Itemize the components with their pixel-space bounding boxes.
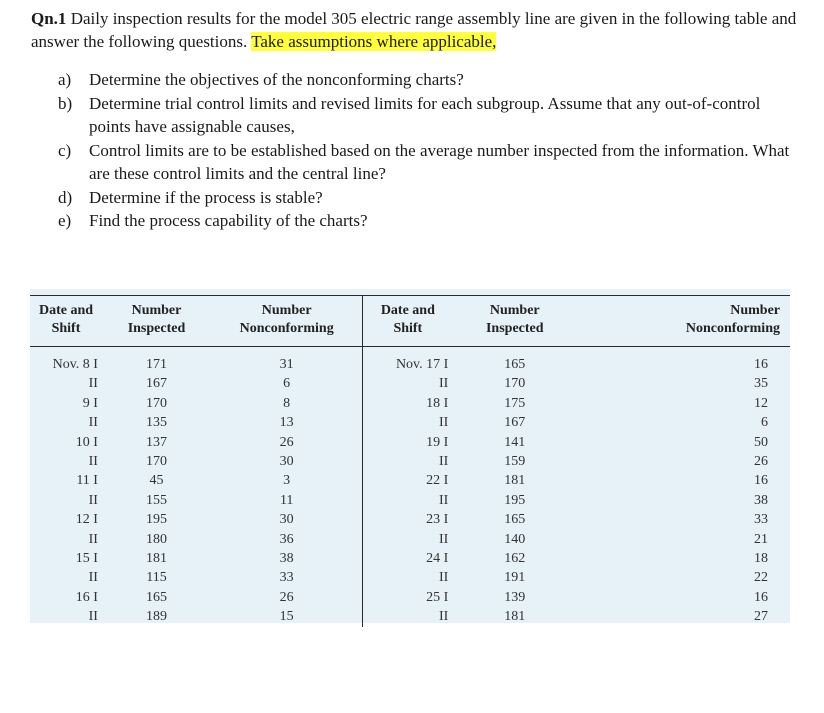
sub-question-letter: a)	[58, 70, 72, 89]
cell-number-nonconforming: 21	[754, 531, 768, 547]
table-row	[30, 588, 790, 607]
cell-number-nonconforming: 15	[211, 607, 363, 626]
cell-number-inspected: 162	[504, 551, 526, 567]
sub-question-letter: b)	[58, 93, 73, 113]
cell-number-nonconforming: 36	[211, 530, 363, 549]
cell-number-inspected: 159	[504, 454, 526, 470]
cell-number-inspected: 195	[504, 492, 526, 508]
cell-date-shift: II	[438, 570, 449, 586]
cell-number-inspected: 165	[504, 357, 526, 372]
cell-number-inspected: 170	[145, 454, 167, 470]
cell-date-shift: 19 I	[426, 434, 449, 450]
cell-date-shift: II	[88, 531, 98, 547]
cell-date-shift: II	[438, 531, 449, 547]
table-row	[30, 374, 790, 393]
table-row	[30, 471, 790, 490]
cell-date-shift: II	[438, 609, 449, 625]
sub-question-b	[58, 92, 798, 139]
sub-question-text: Determine trial control limits and revised limits for each subgroup. Assume that any out-of-control points have assignable causes,	[89, 93, 761, 136]
table-header-row	[30, 296, 790, 347]
cell-date-shift: 15 I	[75, 551, 98, 567]
sub-question-text: Control limits are to be established based on the average number inspected from the information. What are these control limits and the central line?	[89, 140, 790, 183]
cell-date-shift: Nov. 8 I	[52, 357, 98, 372]
cell-date-shift: II	[438, 454, 449, 470]
cell-date-shift: II	[88, 415, 98, 431]
sub-question-d	[58, 186, 798, 210]
cell-date-shift: II	[88, 570, 98, 586]
table-row	[30, 452, 790, 471]
cell-date-shift: 23 I	[426, 512, 449, 528]
cell-number-inspected: 165	[145, 589, 167, 605]
cell-number-inspected: 155	[145, 492, 167, 508]
sub-question-letter: d)	[58, 187, 73, 207]
cell-number-nonconforming: 6	[761, 415, 768, 431]
cell-number-inspected: 137	[145, 434, 167, 450]
cell-number-nonconforming: 26	[211, 433, 363, 452]
cell-date-shift: 18 I	[426, 395, 449, 411]
cell-number-inspected: 170	[504, 376, 526, 392]
cell-number-nonconforming: 33	[211, 568, 363, 587]
table-row	[30, 413, 790, 432]
cell-date-shift: 9 I	[82, 395, 98, 411]
sub-question-text: Find the process capability of the charts?	[89, 211, 368, 230]
cell-number-inspected: 195	[145, 512, 167, 528]
cell-number-inspected: 139	[504, 589, 526, 605]
cell-number-inspected: 181	[145, 551, 167, 567]
sub-question-letter: e)	[58, 211, 72, 230]
cell-number-inspected: 180	[145, 531, 167, 547]
cell-number-nonconforming: 22	[754, 570, 768, 586]
table-row	[30, 607, 790, 626]
cell-number-inspected: 189	[145, 609, 167, 625]
cell-number-nonconforming: 12	[754, 395, 768, 411]
cell-number-inspected: 181	[504, 609, 526, 625]
cell-number-inspected: 171	[145, 357, 167, 372]
sub-question-c	[58, 139, 798, 186]
cell-date-shift: II	[438, 415, 449, 431]
cell-number-nonconforming: 11	[211, 491, 363, 510]
question-text	[31, 7, 801, 53]
cell-number-inspected: 165	[504, 512, 526, 528]
sub-question-a	[58, 68, 798, 92]
cell-number-nonconforming: 38	[211, 549, 363, 568]
cell-number-inspected: 191	[504, 570, 526, 586]
inspection-table-panel	[30, 289, 790, 623]
table-body	[30, 347, 790, 627]
cell-date-shift: II	[438, 492, 449, 508]
cell-number-nonconforming: 26	[754, 454, 768, 470]
cell-number-inspected: 167	[504, 415, 526, 431]
cell-number-inspected: 175	[504, 395, 526, 411]
cell-number-nonconforming: 33	[754, 512, 768, 528]
cell-number-nonconforming: 30	[211, 452, 363, 471]
sub-question-text: Determine the objectives of the nonconforming charts?	[89, 70, 464, 89]
cell-number-inspected: 141	[504, 434, 526, 450]
header-date-shift: Date and Shift	[30, 296, 102, 347]
cell-number-inspected: 45	[149, 473, 164, 489]
cell-number-nonconforming: 50	[754, 434, 768, 450]
question-number: Qn.1	[31, 9, 67, 28]
table-row	[30, 491, 790, 510]
cell-number-nonconforming: 26	[211, 588, 363, 607]
inspection-table	[30, 295, 790, 627]
cell-number-inspected: 115	[146, 570, 167, 586]
cell-date-shift: 11 I	[76, 473, 98, 489]
header-number-nonconforming: Number Nonconforming	[211, 296, 363, 347]
table-row	[30, 394, 790, 413]
table-row	[30, 347, 790, 375]
cell-number-inspected: 181	[504, 473, 526, 489]
cell-date-shift: II	[438, 376, 449, 392]
cell-number-nonconforming: 30	[211, 510, 363, 529]
cell-number-nonconforming: 6	[211, 374, 363, 393]
cell-date-shift: II	[88, 492, 98, 508]
cell-date-shift: 24 I	[426, 551, 449, 567]
cell-number-nonconforming: 8	[211, 394, 363, 413]
cell-date-shift: Nov. 17 I	[395, 357, 449, 372]
question-body: Daily inspection results for the model 305 electric range assembly line are given in the following table and answer the following questions.	[31, 9, 797, 51]
table-row	[30, 510, 790, 529]
cell-number-nonconforming: 27	[754, 609, 768, 625]
cell-date-shift: 12 I	[75, 512, 98, 528]
cell-number-nonconforming: 18	[754, 551, 768, 567]
cell-number-inspected: 140	[504, 531, 526, 547]
header-number-inspected: Number Inspected	[452, 296, 577, 347]
table-row	[30, 433, 790, 452]
cell-number-nonconforming: 13	[211, 413, 363, 432]
sub-question-letter: c)	[58, 140, 72, 160]
table-row	[30, 530, 790, 549]
sub-question-e	[58, 209, 798, 233]
cell-number-inspected: 167	[145, 376, 167, 392]
cell-number-nonconforming: 35	[754, 376, 768, 392]
cell-date-shift: 25 I	[426, 589, 449, 605]
cell-date-shift: 10 I	[75, 434, 98, 450]
cell-number-nonconforming: 38	[754, 492, 768, 508]
cell-date-shift: 16 I	[75, 589, 98, 605]
cell-number-inspected: 170	[145, 395, 167, 411]
cell-number-nonconforming: 16	[754, 473, 768, 489]
cell-date-shift: II	[88, 609, 98, 625]
header-number-inspected: Number Inspected	[102, 296, 211, 347]
sub-question-text: Determine if the process is stable?	[89, 187, 323, 207]
cell-number-inspected: 135	[145, 415, 167, 431]
header-number-nonconforming: Number Nonconforming	[577, 296, 790, 347]
cell-date-shift: 22 I	[426, 473, 449, 489]
table-row	[30, 549, 790, 568]
cell-number-nonconforming: 16	[754, 589, 768, 605]
cell-number-nonconforming: 3	[211, 471, 363, 490]
cell-number-nonconforming: 31	[211, 347, 363, 375]
cell-date-shift: II	[88, 454, 98, 470]
sub-question-list	[58, 68, 798, 233]
highlighted-assumption: Take assumptions where applicable,	[251, 32, 497, 51]
cell-date-shift: II	[88, 376, 98, 392]
cell-number-nonconforming: 16	[754, 357, 768, 372]
table-row	[30, 568, 790, 587]
header-date-shift: Date and Shift	[363, 296, 452, 347]
